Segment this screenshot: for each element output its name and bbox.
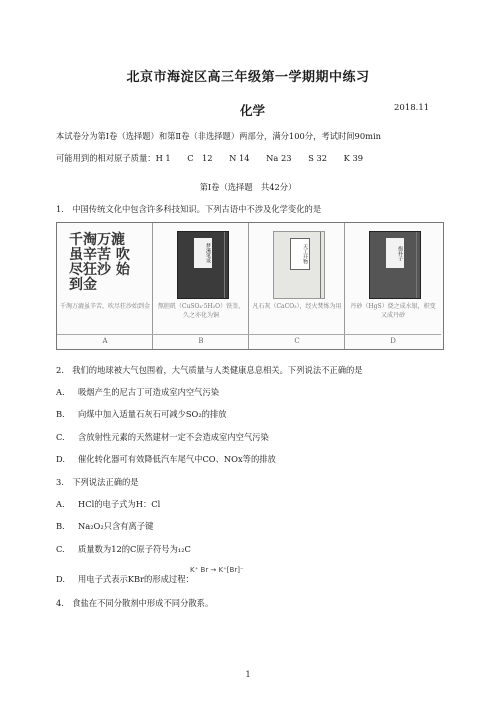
question-1-figure [56, 222, 444, 350]
question-3-stem: 3. 下列说法正确的是 [56, 477, 139, 487]
book-title-b: 梦溪笔谈 [194, 238, 212, 268]
question-3-option-a: A. HCl的电子式为H：Cl [56, 499, 161, 509]
book-title-d: 抱朴子 [386, 238, 404, 268]
figure-label-d: D [345, 334, 441, 345]
question-3-option-b: B. Na₂O₂只含有离子键 [56, 521, 154, 531]
kbr-formation-formula: K⁺ Br → K⁺[Br]⁻ [190, 566, 244, 574]
figure-label-b: B [153, 334, 249, 345]
figure-panel-a [57, 223, 153, 349]
intro-line-1: 本试卷分为第Ⅰ卷（选择题）和第Ⅱ卷（非选择题）两部分，满分100分，考试时间90min [56, 131, 381, 141]
figure-caption-a: 千淘万漉虽辛苦，吹尽狂沙始到金 [60, 303, 151, 310]
figure-label-c: C [249, 334, 345, 345]
book-image-d [351, 229, 435, 299]
question-4-stem: 4. 食盐在不同分散剂中形成不同分散系。 [56, 598, 214, 608]
exam-date: 2018.11 [394, 103, 430, 113]
figure-caption-b: 熬胆矾（CuSO₄·5H₂O）铁釜，久之亦化为铜 [157, 303, 245, 319]
question-2-option-a: A. 吸烟产生的尼古丁可造成室内空气污染 [56, 387, 220, 397]
question-2-option-b: B. 向煤中加入适量石灰石可减少SO₂的排放 [56, 409, 227, 419]
question-2-option-c: C. 含放射性元素的天然建材一定不会造成室内空气污染 [56, 432, 269, 442]
calligraphy-image [63, 229, 147, 299]
question-2-option-d: D. 催化转化器可有效降低汽车尾气中CO、NOx等的排放 [56, 454, 276, 464]
figure-panel-d [345, 223, 441, 349]
question-3-option-c: C. 质量数为12的C原子符号为₁₂C [56, 544, 191, 554]
question-3-option-d: D. 用电子式表示KBr的形成过程： [56, 574, 194, 584]
calligraphy-text: 千淘万漉 虽辛苦 吹尽狂沙 始到金 [69, 232, 130, 293]
question-2-stem: 2. 我们的地球被大气包围着，大气质量与人类健康息息相关。下列说法不正确的是 [56, 365, 363, 375]
page-number: 1 [245, 670, 251, 679]
book-title-c: 天工开物 [290, 238, 310, 270]
book-image-b [159, 229, 243, 299]
subject-title: 化学 [240, 103, 266, 118]
figure-panel-b [153, 223, 249, 349]
figure-caption-c: 凡石灰（CaCO₃），经火焚炼为用 [252, 303, 342, 310]
page-title: 北京市海淀区高三年级第一学期期中练习 [126, 70, 370, 85]
figure-caption-d: 丹砂（HgS）烧之成水银，积变又成丹砂 [350, 303, 436, 319]
section-heading: 第Ⅰ卷（选择题 共42分） [199, 182, 297, 192]
book-image-c [255, 229, 339, 299]
question-1-stem: 1. 中国传统文化中包含许多科技知识。下列古语中不涉及化学变化的是 [56, 204, 322, 214]
intro-line-2: 可能用到的相对原子质量：H 1 C 12 N 14 Na 23 S 32 K 39 [56, 153, 364, 163]
figure-label-a: A [57, 334, 153, 345]
figure-panel-c [249, 223, 345, 349]
